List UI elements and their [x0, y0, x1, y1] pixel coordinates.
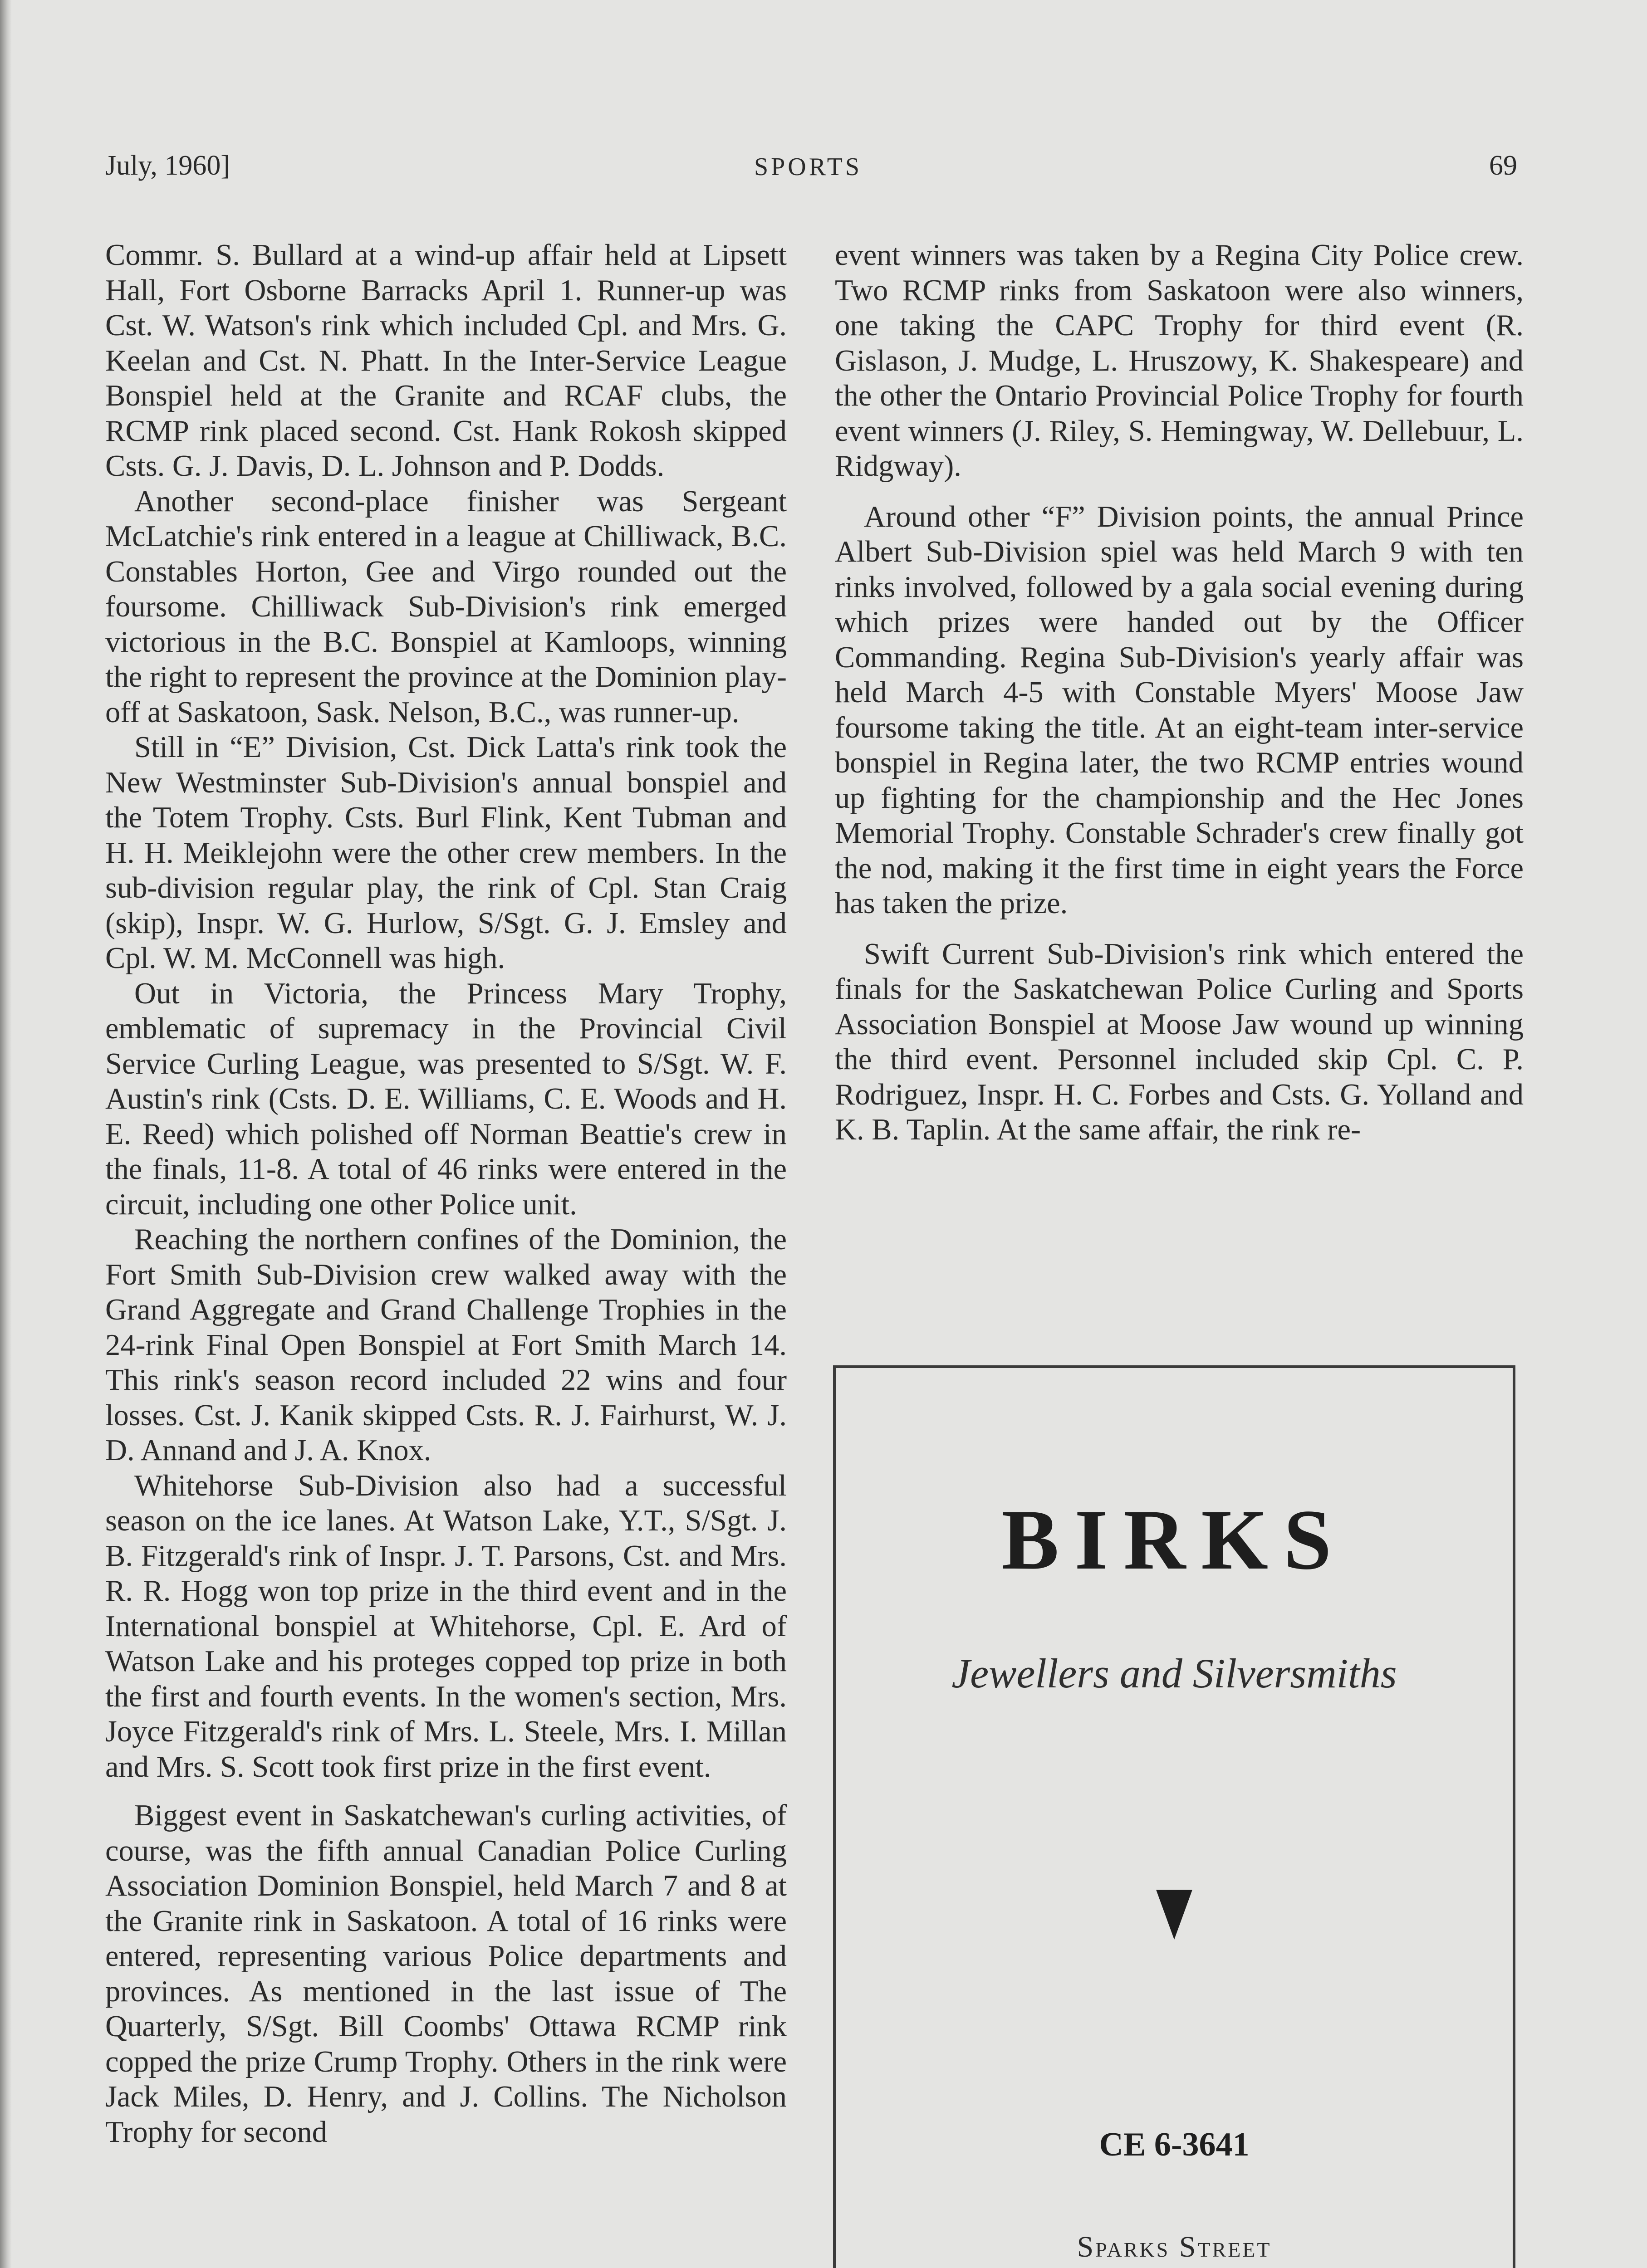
- paragraph: Biggest event in Saskatchewan's curling activities, of course, was the fifth annual Canadian Police Curling Association Dominion Bonspiel, held March 7 and 8 at the Granite rink in Saskatoon. A total of 16 rinks were entered, representing various Police departments and provinces. As mentioned in the last issue of The Quarterly, S/Sgt. Bill Coombs' Ottawa RCMP rink copped the prize Crump Trophy. Others in the rink were Jack Miles, D. Henry, and J. Collins. The Nicholson Trophy for second: [105, 1799, 787, 2149]
- down-triangle-icon: [1156, 1890, 1192, 1940]
- ad-tagline: Jewellers and Silversmiths: [951, 1650, 1397, 1696]
- right-column: [835, 238, 1524, 1148]
- section-title: SPORTS: [754, 153, 863, 181]
- paragraph: Around other “F” Division points, the annual Prince Albert Sub-Division spiel was held March 9 with ten rinks involved, followed by a gala social evening during which prizes were handed out by the Officer Commanding. Regina Sub-Division's yearly affair was held March 4-5 with Constable Myers' Moose Jaw foursome taking the title. At an eight-team inter-service bonspiel in Regina later, the two RCMP entries wound up fighting for the championship and the Hec Jones Memorial Trophy. Constable Schrader's crew finally got the nod, making it the first time in eight years the Force has taken the prize.: [835, 500, 1524, 920]
- left-column: [105, 238, 787, 2150]
- paragraph: Reaching the northern confines of the Dominion, the Fort Smith Sub-Division crew walked away with the Grand Aggregate and Grand Challenge Trophies in the 24-rink Final Open Bonspiel at Fort Smith March 14. This rink's season record included 22 wins and four losses. Cst. J. Kanik skipped Csts. R. J. Fairhurst, W. J. D. Annand and J. A. Knox.: [105, 1223, 787, 1467]
- issue-date: July, 1960]: [105, 150, 230, 181]
- paragraph: Swift Current Sub-Division's rink which entered the finals for the Saskatchewan Police Curling and Sports Association Bonspiel at Moose Jaw wound up winning the third event. Personnel included skip Cpl. C. P. Rodriguez, Inspr. H. C. Forbes and Csts. G. Yolland and K. B. Taplin. At the same affair, the rink re-: [835, 937, 1524, 1146]
- paragraph: Still in “E” Division, Cst. Dick Latta's rink took the New Westminster Sub-Division's annual bonspiel and the Totem Trophy. Csts. Burl Flink, Kent Tubman and H. H. Meiklejohn were the other crew members. In the sub-division regular play, the rink of Cpl. Stan Craig (skip), Inspr. W. G. Hurlow, S/Sgt. G. J. Emsley and Cpl. W. M. McConnell was high.: [105, 731, 787, 975]
- page-number: 69: [1489, 150, 1517, 181]
- paragraph: event winners was taken by a Regina City Police crew. Two RCMP rinks from Saskatoon were also winners, one taking the CAPC Trophy for third event (R. Gislason, J. Mudge, L. Hruszowy, K. Shakespeare) and the other the Ontario Provincial Police Trophy for fourth event winners (J. Riley, S. Hemingway, W. Dellebuur, L. Ridgway).: [835, 239, 1524, 483]
- paragraph: Commr. S. Bullard at a wind-up affair held at Lipsett Hall, Fort Osborne Barracks April 1. Runner-up was Cst. W. Watson's rink which included Cpl. and Mrs. G. Keelan and Cst. N. Phatt. In the Inter-Service League Bonspiel held at the Granite and RCAF clubs, the RCMP rink placed second. Cst. Hank Rokosh skipped Csts. G. J. Davis, D. L. Johnson and P. Dodds.: [105, 239, 787, 483]
- ad-brand-name: BIRKS: [1001, 1492, 1347, 1588]
- birks-advertisement: [833, 1365, 1515, 2268]
- paragraph: Whitehorse Sub-Division also had a successful season on the ice lanes. At Watson Lake, Y.T., S/Sgt. J. B. Fitzgerald's rink of Inspr. J. T. Parsons, Cst. and Mrs. R. R. Hogg won top prize in the third event and in the International bonspiel at Whitehorse, Cpl. E. Ard of Watson Lake and his proteges copped top prize in both the first and fourth events. In the women's section, Mrs. Joyce Fitzgerald's rink of Mrs. L. Steele, Mrs. I. Millan and Mrs. S. Scott took first prize in the first event.: [105, 1469, 787, 1784]
- ad-phone-number: CE 6-3641: [1099, 2126, 1250, 2163]
- ad-street-address: Sparks Street: [1077, 2230, 1272, 2263]
- running-head: [0, 150, 1647, 186]
- paragraph: Out in Victoria, the Princess Mary Trophy, emblematic of supremacy in the Provincial Civil Service Curling League, was presented to S/Sgt. W. F. Austin's rink (Csts. D. E. Williams, C. E. Woods and H. E. Reed) which polished off Norman Beattie's crew in the finals, 11-8. A total of 46 rinks were entered in the circuit, including one other Police unit.: [105, 977, 787, 1221]
- paragraph: Another second-place finisher was Sergeant McLatchie's rink entered in a league at Chilliwack, B.C. Constables Horton, Gee and Virgo rounded out the foursome. Chilliwack Sub-Division's rink emerged victorious in the B.C. Bonspiel at Kamloops, winning the right to represent the province at the Dominion play-off at Saskatoon, Sask. Nelson, B.C., was runner-up.: [105, 484, 787, 729]
- page-binding-edge: [0, 0, 12, 2268]
